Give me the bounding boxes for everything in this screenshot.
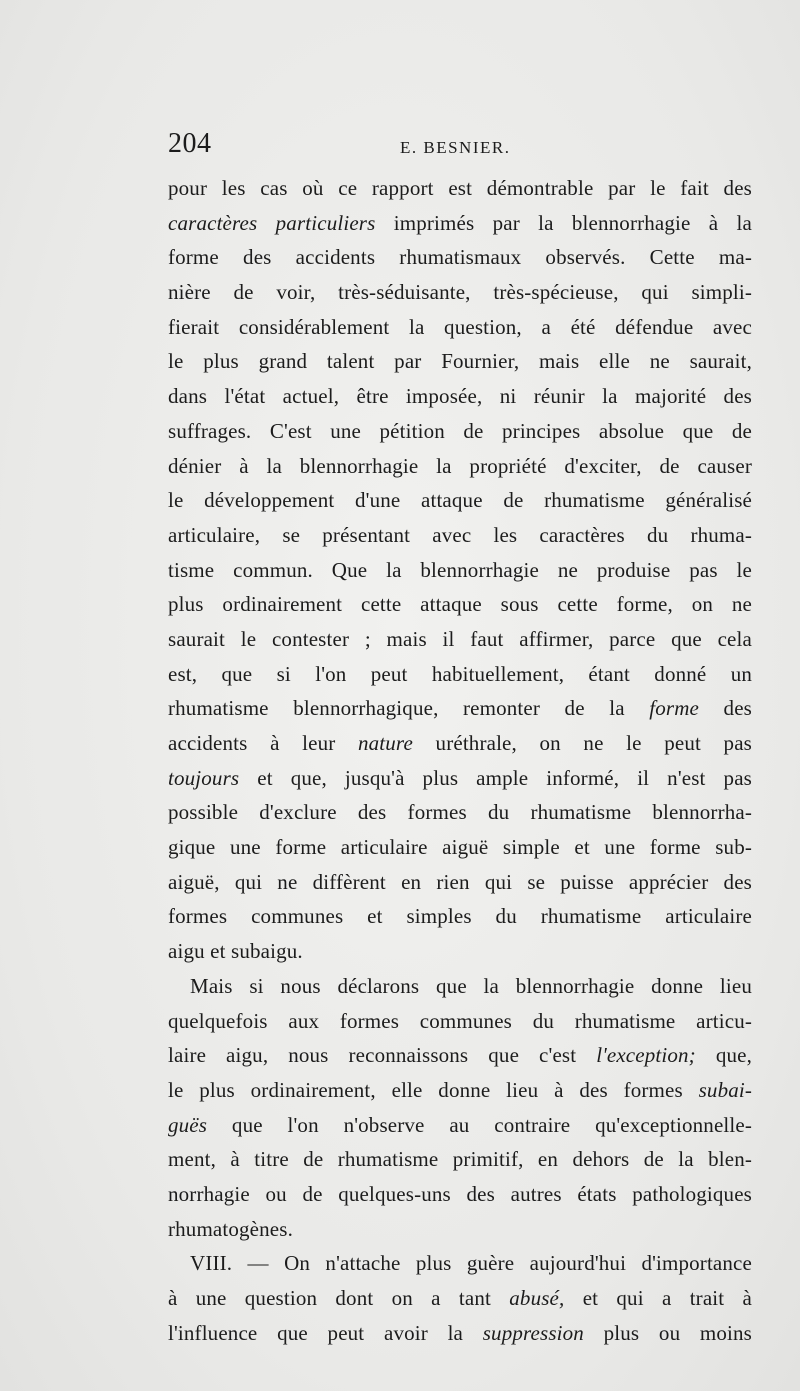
italic-text: nature	[358, 731, 413, 755]
text-line	[168, 795, 752, 830]
italic-text: l'exception;	[596, 1043, 696, 1068]
text-line	[168, 310, 752, 345]
text-line	[168, 275, 752, 310]
text-line	[168, 1142, 752, 1177]
text-segment: quelquefois aux formes communes du rhumatisme articu-	[168, 1008, 752, 1033]
text-segment: rhumatisme blennorrhagique, remonter de la	[168, 696, 650, 721]
text-line	[168, 344, 752, 379]
page-number: 204	[168, 128, 212, 159]
text-line	[168, 379, 752, 414]
text-line	[168, 1316, 752, 1351]
text-segment: uréthrale, on ne le peut pas	[412, 731, 752, 755]
text-line	[168, 865, 752, 900]
text-line	[168, 1004, 752, 1039]
text-segment: VIII. — On n'attache plus guère aujourd'hui d'importance	[190, 1251, 752, 1276]
text-segment: le développement d'une attaque de rhumatisme généralisé	[168, 488, 752, 513]
text-segment: rhumatogènes.	[168, 1216, 293, 1241]
text-line	[168, 1281, 752, 1316]
text-segment: à une question dont on a tant	[168, 1286, 510, 1310]
text-segment: dénier à la blennorrhagie la propriété d'exciter, de causer	[168, 453, 752, 478]
text-segment: articulaire, se présentant avec les caractères du rhuma-	[168, 522, 752, 547]
text-line	[168, 761, 752, 796]
text-line	[168, 1177, 752, 1212]
text-segment: plus ordinairement cette attaque sous cette forme, on ne	[168, 592, 752, 617]
page-header	[168, 128, 752, 168]
text-segment: et qui a trait à	[564, 1286, 752, 1310]
text-segment: aiguë, qui ne diffèrent en rien qui se puisse apprécier des	[168, 869, 752, 894]
text-segment: le plus grand talent par Fournier, mais elle ne saurait,	[168, 349, 752, 374]
text-line	[168, 830, 752, 865]
text-segment: pour les cas où ce rapport est démontrable par le fait des	[168, 176, 752, 200]
text-line	[168, 657, 752, 692]
text-line	[168, 1038, 752, 1073]
text-segment: suffrages. C'est une pétition de principes absolue que de	[168, 418, 752, 443]
text-segment: aigu et subaigu.	[168, 939, 303, 964]
italic-text: abusé,	[509, 1286, 565, 1310]
text-segment: fierait considérablement la question, a été défendue avec	[168, 314, 752, 339]
text-segment: plus ou moins	[583, 1320, 752, 1345]
text-segment: forme des accidents rhumatismaux observés. Cette ma-	[168, 245, 752, 270]
text-line	[168, 553, 752, 588]
text-segment: que,	[695, 1043, 752, 1068]
body-text	[168, 171, 752, 1350]
text-segment: nière de voir, très-séduisante, très-spécieuse, qui simpli-	[168, 280, 752, 305]
text-segment: possible d'exclure des formes du rhumatisme blennorrha-	[168, 800, 752, 825]
italic-text: forme	[649, 696, 699, 721]
running-head: E. BESNIER.	[400, 138, 511, 157]
italic-text: subai-	[698, 1077, 752, 1102]
text-segment: accidents à leur	[168, 731, 358, 755]
text-line	[168, 414, 752, 449]
text-line	[168, 171, 752, 206]
text-line	[168, 240, 752, 275]
italic-text: guës	[168, 1112, 208, 1137]
text-line	[168, 899, 752, 934]
text-line	[168, 206, 752, 241]
text-segment: l'influence que peut avoir la	[168, 1320, 483, 1345]
text-line	[168, 691, 752, 726]
text-line	[168, 1212, 752, 1247]
text-segment: dans l'état actuel, être imposée, ni réunir la majorité des	[168, 384, 752, 409]
text-line	[168, 483, 752, 518]
text-line	[168, 1073, 752, 1108]
text-line	[168, 1246, 752, 1281]
text-segment: ment, à titre de rhumatisme primitif, en dehors de la blen-	[168, 1147, 752, 1172]
text-line	[168, 622, 752, 657]
text-line	[168, 726, 752, 761]
text-segment: Mais si nous déclarons que la blennorrhagie donne lieu	[190, 973, 752, 998]
text-line	[168, 1108, 752, 1143]
text-segment: norrhagie ou de quelques-uns des autres états pathologiques	[168, 1181, 752, 1206]
text-segment: saurait le contester ; mais il faut affirmer, parce que cela	[168, 626, 752, 651]
text-line	[168, 934, 752, 969]
text-segment: imprimés par la blennorrhagie à la	[375, 210, 752, 235]
text-line	[168, 587, 752, 622]
text-segment: et que, jusqu'à plus ample informé, il n'est pas	[239, 765, 752, 790]
italic-text: toujours	[168, 765, 240, 790]
text-segment: est, que si l'on peut habituellement, étant donné un	[168, 661, 752, 686]
text-segment: le plus ordinairement, elle donne lieu à des formes	[168, 1077, 699, 1102]
text-segment: laire aigu, nous reconnaissons que c'est	[168, 1043, 597, 1068]
text-line	[168, 969, 752, 1004]
italic-text: suppression	[482, 1320, 584, 1345]
text-segment: gique une forme articulaire aiguë simple et une forme sub-	[168, 835, 752, 860]
text-line	[168, 518, 752, 553]
italic-text: caractères particuliers	[168, 210, 376, 235]
text-segment: des	[699, 696, 752, 721]
text-segment: formes communes et simples du rhumatisme articulaire	[168, 904, 752, 929]
text-segment: tisme commun. Que la blennorrhagie ne produise pas le	[168, 557, 752, 582]
text-segment: que l'on n'observe au contraire qu'exceptionnelle-	[207, 1112, 752, 1137]
text-line	[168, 449, 752, 484]
